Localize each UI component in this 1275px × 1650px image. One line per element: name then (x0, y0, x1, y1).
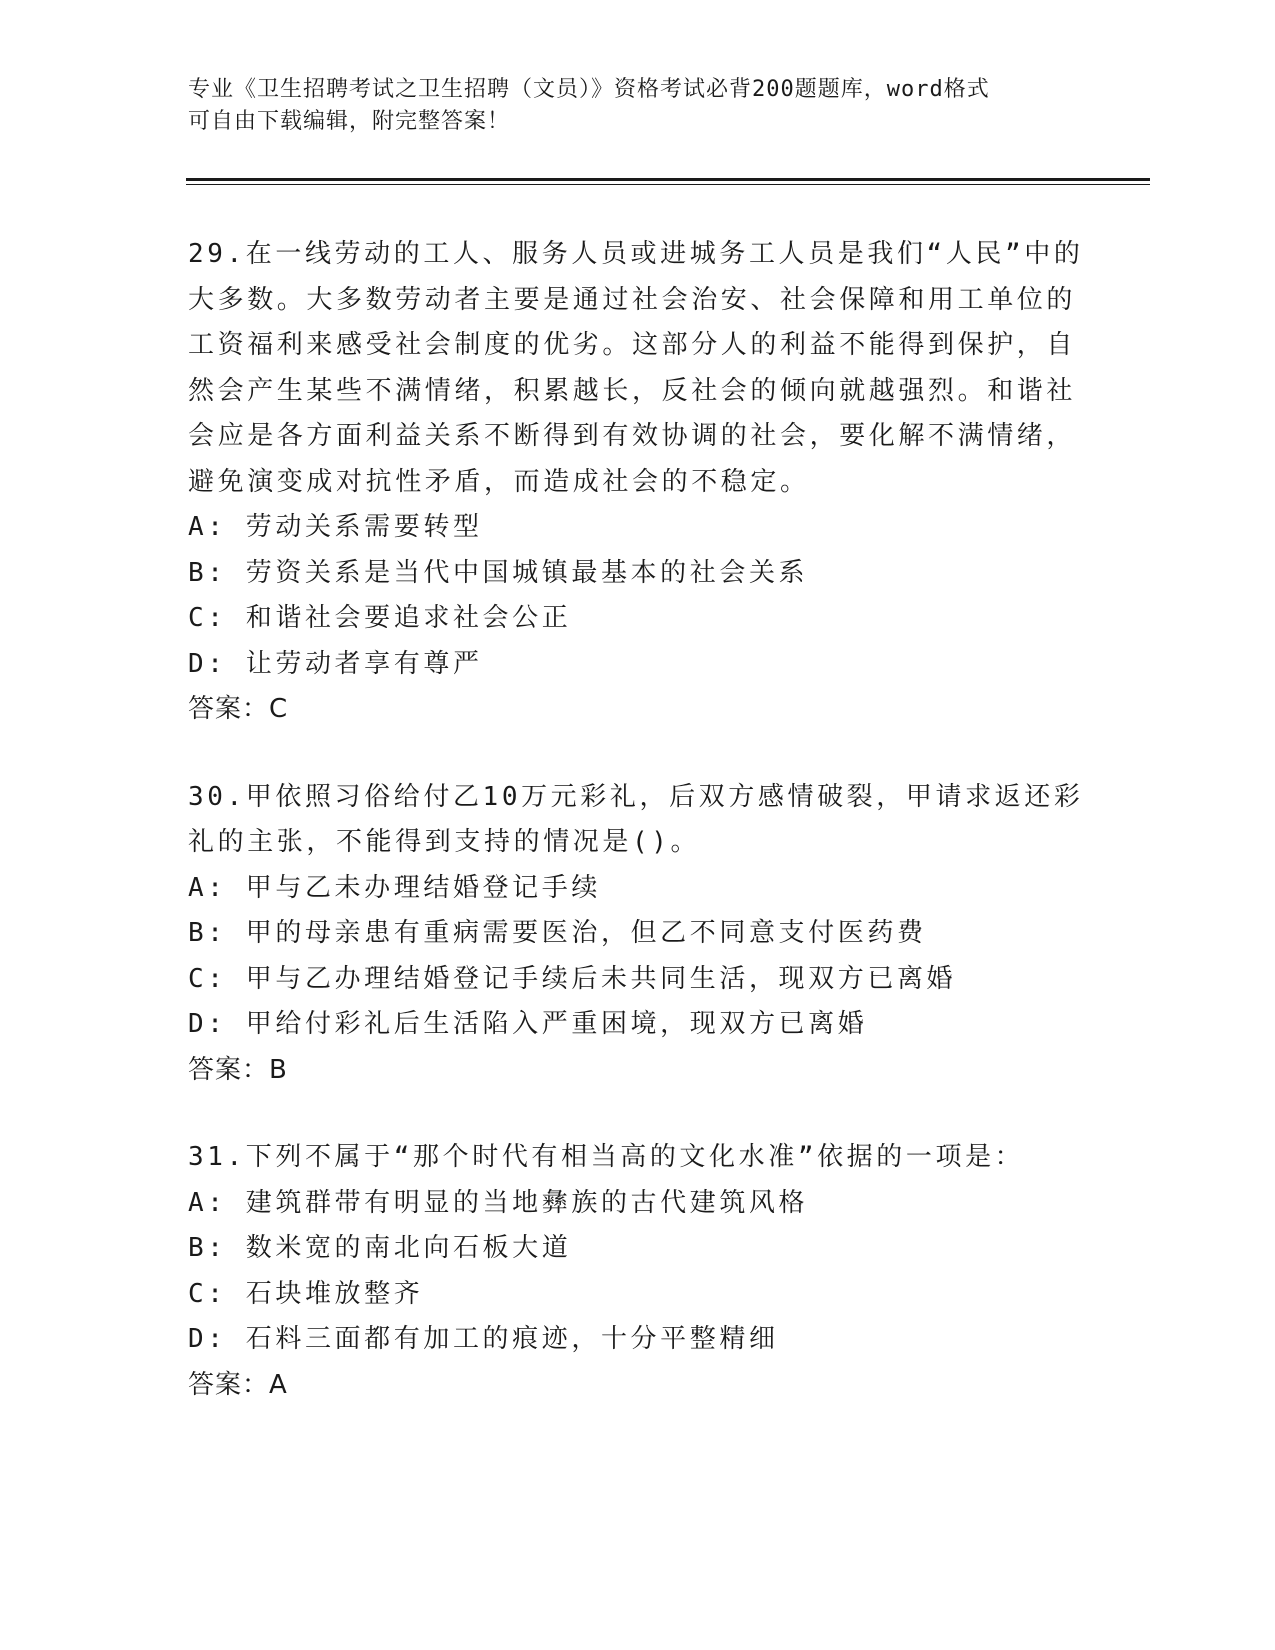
question-29 (188, 232, 1088, 733)
header-divider-thick (186, 178, 1150, 181)
question-31 (188, 1135, 1088, 1408)
question-text-line: 工资福利来感受社会制度的优劣。这部分人的利益不能得到保护，自 (188, 330, 1077, 360)
option-d: D: 甲给付彩礼后生活陷入严重困境，现双方已离婚 (188, 1009, 868, 1039)
question-text-line: 然会产生某些不满情绪，积累越长，反社会的倾向就越强烈。和谐社 (188, 375, 1077, 406)
answer: 答案：C (188, 694, 289, 724)
question-text-line: 会应是各方面利益关系不断得到有效协调的社会，要化解不满情绪， (188, 421, 1077, 451)
option-a: A: 建筑群带有明显的当地彝族的古代建筑风格 (188, 1187, 809, 1218)
header-line-1: 专业《卫生招聘考试之卫生招聘（文员）》资格考试必背200题题库，word格式 (188, 77, 990, 102)
question-30 (188, 775, 1088, 1094)
option-c: C: 石块堆放整齐 (188, 1278, 424, 1309)
option-a: A: 甲与乙未办理结婚登记手续 (188, 872, 601, 903)
answer: 答案：A (188, 1369, 288, 1400)
option-a: A: 劳动关系需要转型 (188, 512, 483, 542)
option-b: B: 数米宽的南北向石板大道 (188, 1233, 572, 1263)
option-c: C: 和谐社会要追求社会公正 (188, 603, 572, 633)
question-list (188, 232, 1088, 1450)
answer: 答案：B (188, 1054, 288, 1085)
header-divider-thin (186, 184, 1150, 185)
question-text-line: 避免演变成对抗性矛盾，而造成社会的不稳定。 (188, 466, 810, 497)
document-header (188, 74, 1068, 138)
question-text-line: 30.甲依照习俗给付乙10万元彩礼，后双方感情破裂，甲请求返还彩 (188, 781, 1084, 812)
option-d: D: 让劳动者享有尊严 (188, 648, 483, 679)
question-text-line: 31.下列不属于“那个时代有相当高的文化水准”依据的一项是： (188, 1142, 1025, 1172)
option-b: B: 劳资关系是当代中国城镇最基本的社会关系 (188, 557, 809, 588)
header-line-2: 可自由下载编辑，附完整答案！ (188, 109, 511, 134)
option-b: B: 甲的母亲患有重病需要医治，但乙不同意支付医药费 (188, 918, 927, 948)
question-text-line: 29.在一线劳动的工人、服务人员或进城务工人员是我们“人民”中的 (188, 239, 1084, 269)
option-c: C: 甲与乙办理结婚登记手续后未共同生活，现双方已离婚 (188, 963, 957, 994)
question-text-line: 礼的主张，不能得到支持的情况是()。 (188, 827, 701, 857)
option-d: D: 石料三面都有加工的痕迹，十分平整精细 (188, 1324, 779, 1354)
question-text-line: 大多数。大多数劳动者主要是通过社会治安、社会保障和用工单位的 (188, 284, 1077, 315)
